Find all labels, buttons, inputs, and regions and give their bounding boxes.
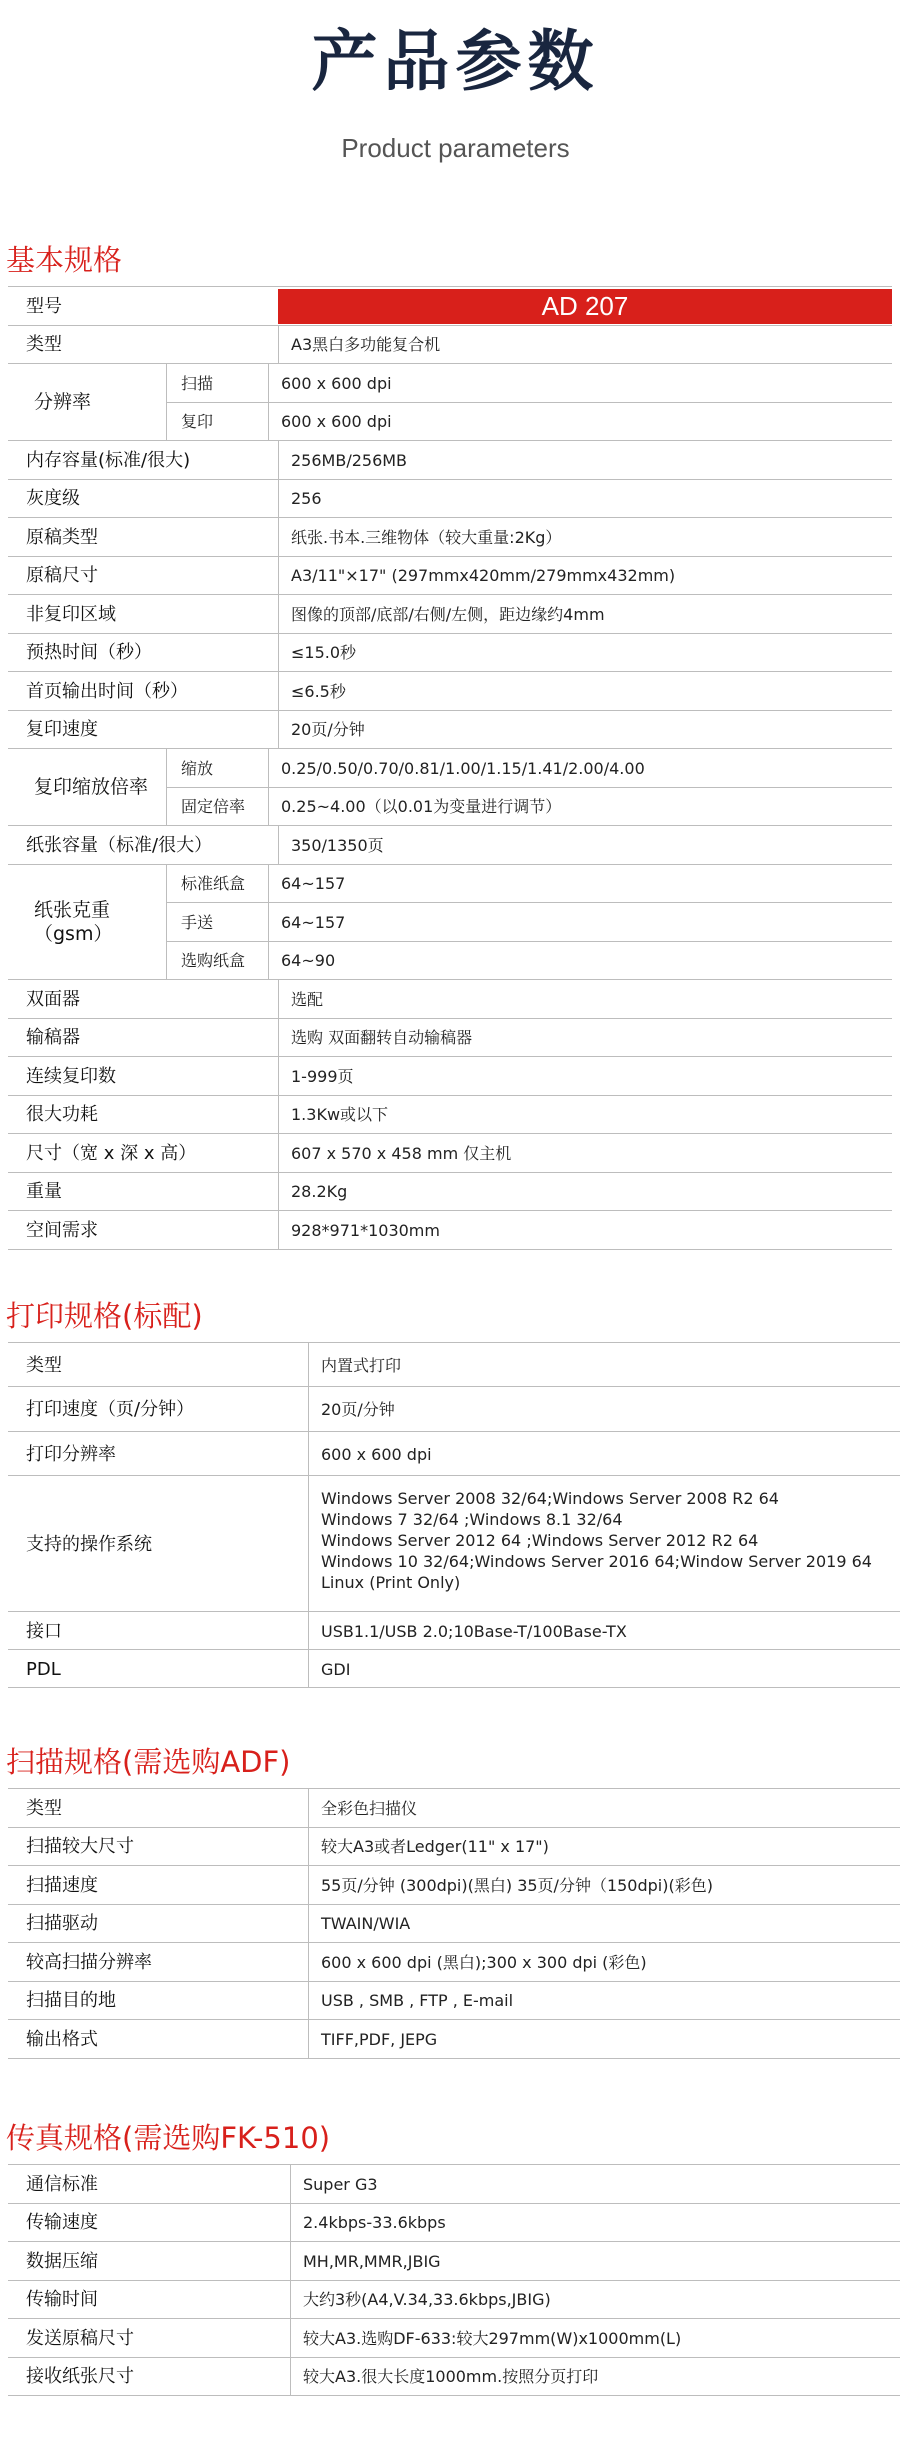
section-title: 基本规格 <box>6 243 123 277</box>
spec-label: 很大功耗 <box>26 1104 98 1126</box>
spec-row <box>166 402 892 442</box>
spec-label: PDL <box>26 1658 61 1680</box>
spec-label: 空间需求 <box>26 1219 98 1241</box>
spec-row <box>8 1018 892 1058</box>
section-title: 传真规格(需选购FK-510) <box>6 2121 331 2155</box>
spec-label: 预热时间（秒） <box>26 642 152 664</box>
page-title: 产品参数 <box>311 23 600 100</box>
spec-group-label: 纸张克重 （gsm） <box>8 864 166 980</box>
spec-sub-label: 手送 <box>166 903 268 942</box>
spec-label: 非复印区域 <box>26 603 116 625</box>
spec-row <box>166 902 892 942</box>
section-title: 扫描规格(需选购ADF) <box>6 1745 291 1779</box>
spec-sub-label: 标准纸盒 <box>166 865 268 904</box>
spec-value-line: Windows Server 2008 32/64;Windows Server 2008 R2 64 <box>321 1489 779 1508</box>
spec-label: 连续复印数 <box>26 1065 116 1087</box>
spec-label: 输稿器 <box>26 1027 80 1049</box>
spec-label: 数据压缩 <box>26 2250 98 2272</box>
spec-row <box>8 1133 892 1173</box>
spec-row <box>8 440 892 480</box>
spec-value: 选购 双面翻转自动输稿器 <box>278 1019 892 1058</box>
spec-row <box>8 1827 900 1867</box>
spec-value-line: Windows 10 32/64;Windows Server 2016 64;Window Server 2019 64 <box>321 1552 872 1571</box>
spec-sub-label: 固定倍率 <box>166 788 268 827</box>
spec-label: 重量 <box>26 1181 62 1203</box>
spec-label: 传输时间 <box>26 2289 98 2311</box>
spec-value: 928*971*1030mm <box>278 1211 892 1250</box>
spec-row <box>8 594 892 634</box>
spec-label: 较高扫描分辨率 <box>26 1951 152 1973</box>
spec-value: 64~90 <box>268 942 892 981</box>
spec-row <box>8 1904 900 1944</box>
spec-value-line: Linux (Print Only) <box>321 1573 461 1592</box>
spec-value: A3黑白多功能复合机 <box>278 326 892 365</box>
spec-value: 600 x 600 dpi <box>308 1432 900 1476</box>
spec-value: USB1.1/USB 2.0;10Base-T/100Base-TX <box>308 1612 900 1650</box>
spec-label: 原稿尺寸 <box>26 565 98 587</box>
spec-value: USB , SMB , FTP , E-mail <box>308 1982 900 2021</box>
spec-value: 较大A3或者Ledger(11" x 17") <box>308 1828 900 1867</box>
spec-row <box>8 1788 900 1828</box>
spec-row <box>8 979 892 1019</box>
spec-value: 600 x 600 dpi <box>268 403 892 442</box>
spec-value: ≤6.5秒 <box>278 672 892 711</box>
spec-value: 纸张.书本.三维物体（较大重量:2Kg） <box>278 518 892 557</box>
spec-table <box>8 1788 900 2059</box>
spec-row <box>8 1342 900 1387</box>
spec-value: 607 x 570 x 458 mm 仅主机 <box>278 1134 892 1173</box>
spec-row <box>166 363 892 403</box>
spec-value: MH,MR,MMR,JBIG <box>290 2242 900 2281</box>
spec-row <box>8 2164 900 2204</box>
spec-label: 灰度级 <box>26 488 80 510</box>
spec-value: 55页/分钟 (300dpi)(黑白) 35页/分钟（150dpi)(彩色) <box>308 1866 900 1905</box>
spec-label: 类型 <box>26 334 62 356</box>
spec-value: 350/1350页 <box>278 826 892 865</box>
spec-value: 内置式打印 <box>308 1343 900 1387</box>
spec-row <box>8 1095 892 1135</box>
spec-label: 纸张容量（标准/很大） <box>26 834 213 856</box>
spec-value: GDI <box>308 1650 900 1688</box>
spec-value: 256MB/256MB <box>278 441 892 480</box>
spec-value: 选配 <box>278 980 892 1019</box>
spec-row <box>8 1386 900 1432</box>
spec-row <box>8 325 892 365</box>
spec-label: 通信标准 <box>26 2173 98 2195</box>
spec-value: 1.3Kw或以下 <box>278 1096 892 1135</box>
spec-value: 64~157 <box>268 865 892 904</box>
spec-label: 打印速度（页/分钟） <box>26 1399 195 1420</box>
spec-value: 0.25~4.00（以0.01为变量进行调节） <box>268 788 892 827</box>
spec-value: 28.2Kg <box>278 1173 892 1212</box>
spec-label: 首页输出时间（秒） <box>26 680 188 702</box>
spec-value-line: Windows Server 2012 64 ;Windows Server 2012 R2 64 <box>321 1531 759 1550</box>
spec-row <box>8 2318 900 2358</box>
spec-label: 型号 <box>26 295 62 317</box>
spec-sub-label: 选购纸盒 <box>166 942 268 981</box>
spec-value: 600 x 600 dpi <box>268 364 892 403</box>
spec-row <box>166 864 892 904</box>
spec-value: 20页/分钟 <box>308 1387 900 1432</box>
spec-label: 发送原稿尺寸 <box>26 2327 134 2349</box>
spec-value: Super G3 <box>290 2165 900 2204</box>
spec-row <box>8 2357 900 2397</box>
spec-row <box>8 1475 900 1612</box>
spec-row <box>166 941 892 981</box>
spec-sub-label: 复印 <box>166 403 268 442</box>
spec-value: TIFF,PDF, JEPG <box>308 2020 900 2059</box>
spec-label: 内存容量(标准/很大) <box>26 449 191 471</box>
spec-row <box>8 825 892 865</box>
spec-row <box>8 556 892 596</box>
spec-value: 图像的顶部/底部/右侧/左侧，距边缘约4mm <box>278 595 892 634</box>
spec-value-list <box>308 1476 900 1612</box>
model-value: AD 207 <box>278 289 892 324</box>
spec-row <box>8 2241 900 2281</box>
spec-label: 打印分辨率 <box>26 1443 116 1465</box>
spec-label: 尺寸（宽 x 深 x 高） <box>26 1142 197 1164</box>
spec-row <box>8 2203 900 2243</box>
spec-value-line: Windows 7 32/64 ;Windows 8.1 32/64 <box>321 1510 623 1529</box>
spec-row <box>166 787 892 827</box>
spec-value: 全彩色扫描仪 <box>308 1789 900 1828</box>
spec-value: 20页/分钟 <box>278 711 892 750</box>
spec-value: TWAIN/WIA <box>308 1905 900 1944</box>
spec-label: 双面器 <box>26 988 80 1010</box>
spec-row <box>8 633 892 673</box>
spec-row <box>8 671 892 711</box>
spec-row <box>8 517 892 557</box>
spec-value: 64~157 <box>268 903 892 942</box>
spec-row <box>8 2019 900 2059</box>
spec-sub-label: 缩放 <box>166 749 268 788</box>
spec-table <box>8 2164 900 2396</box>
spec-label: 接收纸张尺寸 <box>26 2366 134 2388</box>
spec-value: 2.4kbps-33.6kbps <box>290 2204 900 2243</box>
spec-label: 复印速度 <box>26 719 98 741</box>
spec-value: A3/11"×17" (297mmx420mm/279mmx432mm) <box>278 557 892 596</box>
spec-value: 较大A3.很大长度1000mm.按照分页打印 <box>290 2358 900 2397</box>
spec-row <box>166 748 892 788</box>
spec-label: 接口 <box>26 1620 62 1642</box>
spec-label: 支持的操作系统 <box>26 1533 152 1555</box>
spec-value: ≤15.0秒 <box>278 634 892 673</box>
spec-row <box>8 1981 900 2021</box>
spec-label: 扫描速度 <box>26 1874 98 1896</box>
spec-row <box>8 2280 900 2320</box>
spec-table <box>8 1342 900 1688</box>
spec-row <box>8 1611 900 1650</box>
spec-row <box>8 1865 900 1905</box>
spec-group-label: 复印缩放倍率 <box>8 748 166 825</box>
spec-row <box>8 710 892 750</box>
spec-group-label: 分辨率 <box>8 363 166 440</box>
spec-label: 扫描驱动 <box>26 1913 98 1935</box>
spec-value: 0.25/0.50/0.70/0.81/1.00/1.15/1.41/2.00/4.00 <box>268 749 892 788</box>
spec-row <box>8 286 892 326</box>
spec-label: 扫描目的地 <box>26 1990 116 2012</box>
spec-sub-label: 扫描 <box>166 364 268 403</box>
spec-value: 256 <box>278 480 892 519</box>
spec-value: 600 x 600 dpi (黑白);300 x 300 dpi (彩色) <box>308 1943 900 1982</box>
spec-label: 类型 <box>26 1354 62 1376</box>
spec-row <box>8 1942 900 1982</box>
spec-row <box>8 1172 892 1212</box>
spec-label: 原稿类型 <box>26 526 98 548</box>
spec-row <box>8 1431 900 1476</box>
spec-table <box>8 286 892 1250</box>
spec-label: 传输速度 <box>26 2212 98 2234</box>
section-title: 打印规格(标配) <box>6 1299 203 1333</box>
spec-value: 1-999页 <box>278 1057 892 1096</box>
spec-row <box>8 1210 892 1250</box>
page-subtitle: Product parameters <box>341 133 570 163</box>
spec-row <box>8 1649 900 1688</box>
spec-value: 大约3秒(A4,V.34,33.6kbps,JBIG) <box>290 2281 900 2320</box>
spec-row <box>8 479 892 519</box>
spec-label: 扫描较大尺寸 <box>26 1836 134 1858</box>
spec-row <box>8 1056 892 1096</box>
spec-label: 类型 <box>26 1797 62 1819</box>
spec-value: 较大A3.选购DF-633:较大297mm(W)x1000mm(L) <box>290 2319 900 2358</box>
spec-label: 输出格式 <box>26 2028 98 2050</box>
